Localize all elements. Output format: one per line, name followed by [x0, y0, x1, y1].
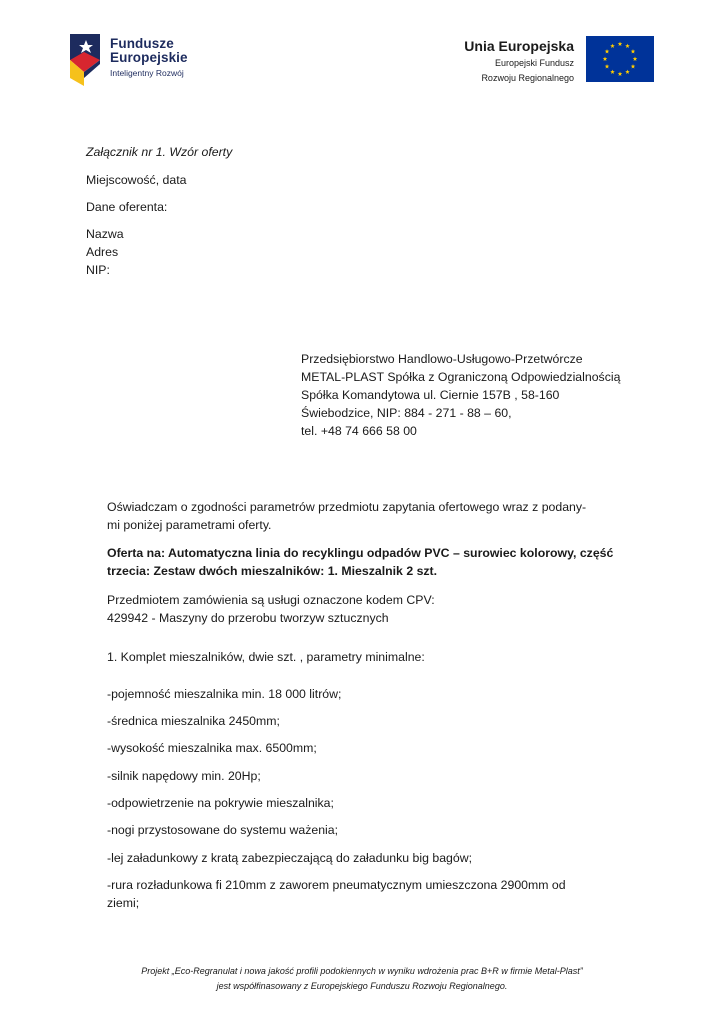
- declaration-line2: mi poniżej parametrami oferty.: [107, 518, 272, 532]
- cpv-line2: 429942 - Maszyny do przerobu tworzyw sztucznych: [107, 611, 389, 625]
- set-heading: 1. Komplet mieszalników, dwie szt. , parametry minimalne:: [107, 650, 425, 664]
- param-item: -pojemność mieszalnika min. 18 000 litrów;: [107, 687, 342, 701]
- declaration-line1: Oświadczam o zgodności parametrów przedmiotu zapytania ofertowego wraz z podany-: [107, 500, 587, 514]
- eu-flag-icon: [586, 36, 654, 82]
- fe-title-line1: Fundusze: [110, 36, 174, 51]
- fe-subtitle: Inteligentny Rozwój: [110, 68, 184, 78]
- param-item: -rura rozładunkowa fi 210mm z zaworem pneumatycznym umieszczona 2900mm od: [107, 878, 566, 892]
- footer-line1: Projekt „Eco-Regranulat i nowa jakość profili podokiennych w wyniku wdrożenia prac B+R w firmie Metal-Plast”: [141, 966, 583, 976]
- param-item: -lej załadunkowy z kratą zabezpieczającą do załadunku big bagów;: [107, 851, 473, 865]
- cpv-line1: Przedmiotem zamówienia są usługi oznaczone kodem CPV:: [107, 593, 435, 607]
- bidder-address: Adres: [86, 245, 119, 259]
- annex-title: Załącznik nr 1. Wzór oferty: [86, 145, 233, 159]
- eu-sub-line1: Europejski Fundusz: [494, 58, 574, 68]
- recipient-line: Przedsiębiorstwo Handlowo-Usługowo-Przetwórcze: [301, 352, 583, 366]
- recipient-line: METAL-PLAST Spółka z Ograniczoną Odpowiedzialnością: [301, 370, 621, 384]
- eu-title: Unia Europejska: [464, 38, 574, 54]
- param-item: -odpowietrzenie na pokrywie mieszalnika;: [107, 796, 334, 810]
- place-date: Miejscowość, data: [86, 173, 187, 187]
- recipient-line: Spółka Komandytowa ul. Ciernie 157B , 58-160: [301, 388, 560, 402]
- bidder-name: Nazwa: [86, 227, 124, 241]
- eu-sub-line2: Rozwoju Regionalnego: [481, 73, 574, 83]
- offer-line1: Oferta na: Automatyczna linia do recyklingu odpadów PVC – surowiec kolorowy, część: [107, 546, 614, 560]
- footer: [40, 964, 684, 994]
- bidder-data-label: Dane oferenta:: [86, 200, 168, 214]
- fe-title-line2: Europejskie: [110, 50, 188, 65]
- fundusze-europejskie-logo: [70, 30, 188, 88]
- fundusze-europejskie-logo-icon: [70, 30, 102, 86]
- footer-line2: jest współfinasowany z Europejskiego Funduszu Rozwoju Regionalnego.: [216, 981, 508, 991]
- recipient-line: tel. +48 74 666 58 00: [301, 424, 417, 438]
- eu-logo: [464, 36, 654, 84]
- param-item: -średnica mieszalnika 2450mm;: [107, 714, 280, 728]
- param-item: -nogi przystosowane do systemu ważenia;: [107, 823, 339, 837]
- recipient-line: Świebodzice, NIP: 884 - 271 - 88 – 60,: [301, 406, 512, 420]
- param-item: ziemi;: [107, 896, 140, 910]
- param-item: -wysokość mieszalnika max. 6500mm;: [107, 741, 317, 755]
- bidder-nip: NIP:: [86, 263, 110, 277]
- param-item: -silnik napędowy min. 20Hp;: [107, 769, 261, 783]
- offer-line2: trzecia: Zestaw dwóch mieszalników: 1. Mieszalnik 2 szt.: [107, 564, 438, 578]
